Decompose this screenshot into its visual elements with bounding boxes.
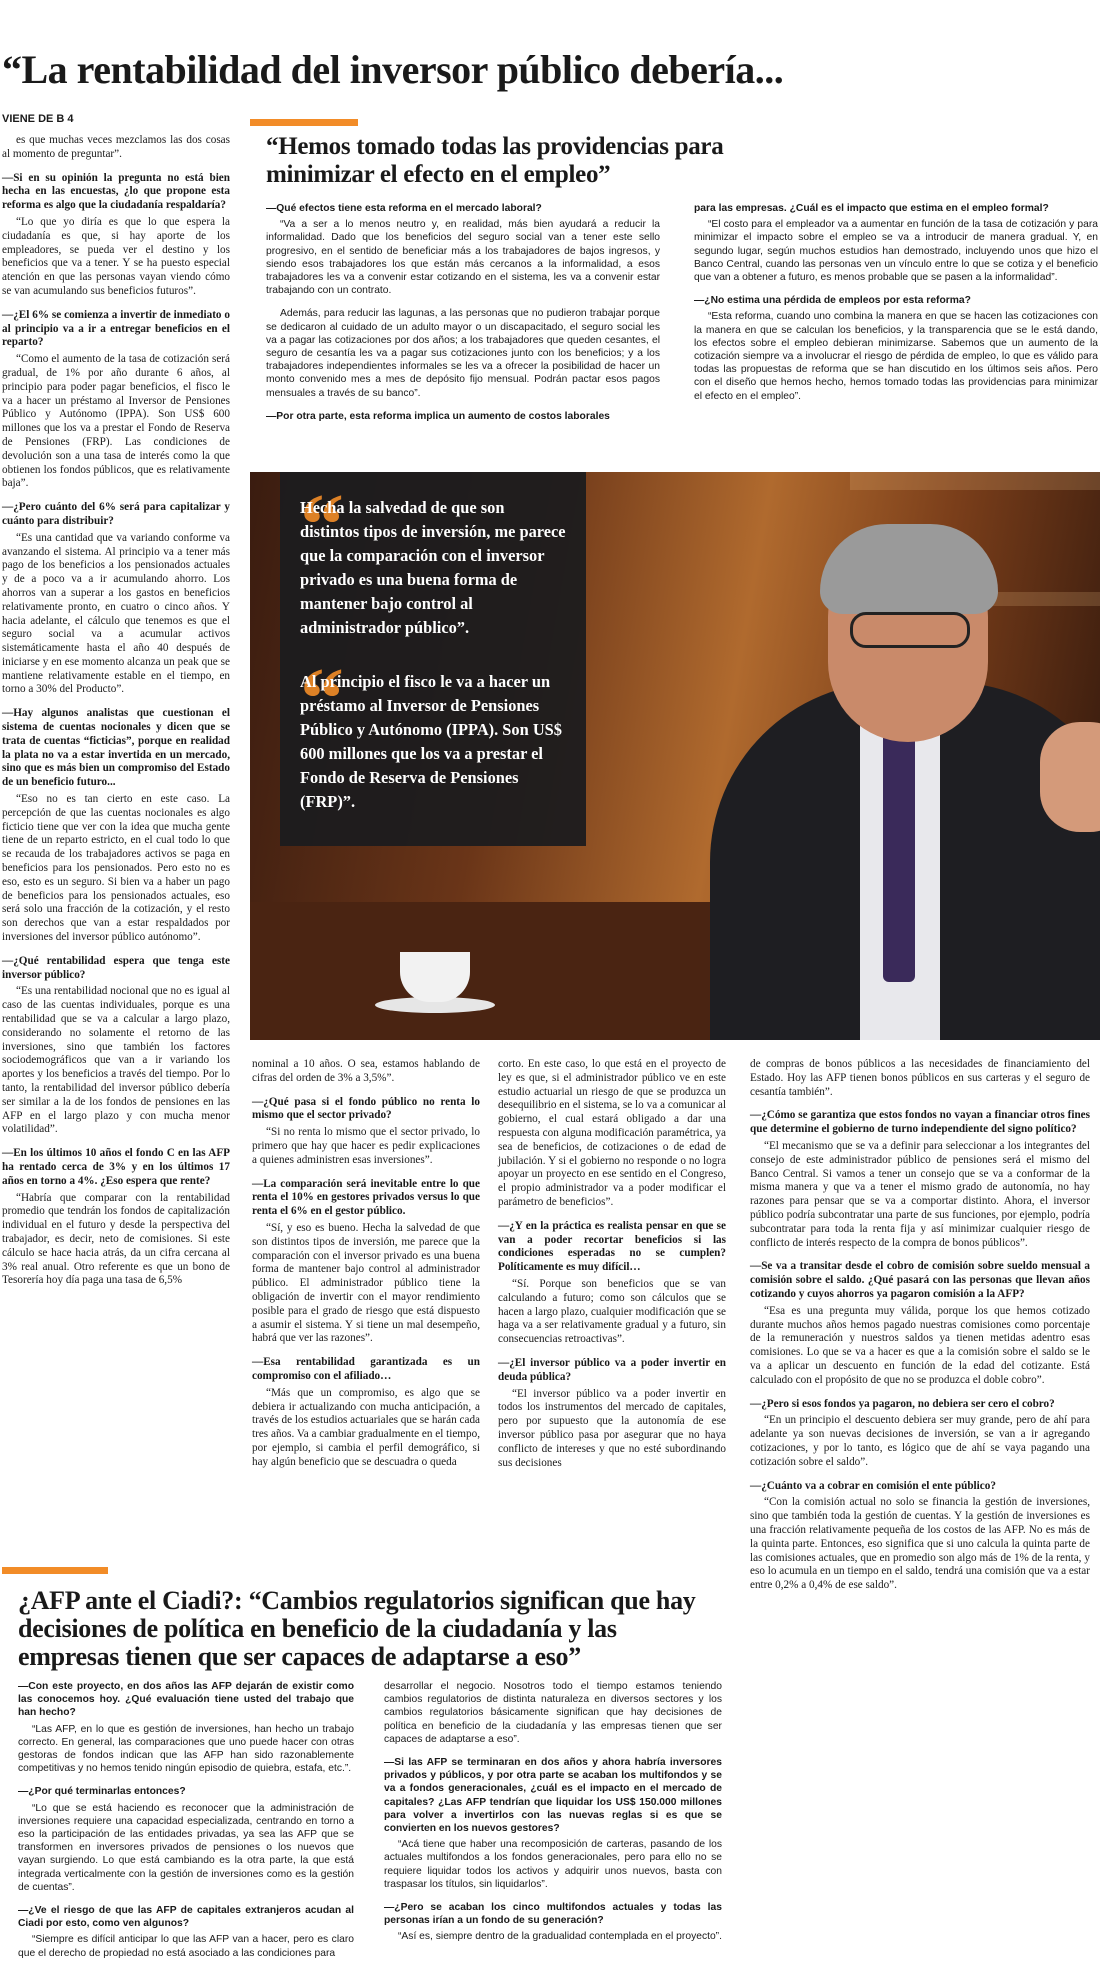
question-paragraph: —Esa rentabilidad garantizada es un compromiso con el afiliado… [252,1356,480,1382]
question-paragraph: —Hay algunos analistas que cuestionan el sistema de cuentas nocionales y dicen que se trata de cuentas “ficticias”, porque en realidad la plata no va a estar invertida en un mercado, sino que es más bien un compromiso del Estado de un beneficio futuro... [2,707,230,789]
answer-paragraph: “Es una cantidad que va variando conforme va avanzando el sistema. Al principio va a tener más pago de los beneficios a los pensionados actuales y de a poco va a ir acumulando ahorro. Los ahorros van a superar a los gastos en beneficios relativamente pronto, en cuatro o cinco años. Y hacia adelante, el cálculo que tenemos es que el seguro social va a acumular activos sistemáticamente hasta el año 40 después de iniciarse y en ese momento alcanza un peak que se mantiene relativamente estable en el tiempo, en torno a 30% del Producto”. [2,531,230,696]
answer-paragraph: “Así es, siempre dentro de la gradualidad contemplada en el proyecto”. [398,1931,722,1943]
answer-paragraph: nominal a 10 años. O sea, estamos hablando de cifras del orden de 3% a 3,5%”. [252,1058,480,1084]
answer-paragraph: “Acá tiene que haber una recomposición de carteras, pasando de los actuales multifondos a los fondos generacionales, pero para ello no se requiere liquidar todos los activos y adquirir unos nuevos, basta con traspasar los títulos, sin liquidarlos”. [384,1839,722,1890]
photo-subject-glasses [850,612,970,648]
question-paragraph: —¿Qué pasa si el fondo público no renta lo mismo que el sector privado? [252,1095,480,1122]
photo-subject-hand [1040,722,1100,832]
question-paragraph: —En los últimos 10 años el fondo C en las AFP ha rentado cerca de 3% y en los últimos 17 años en torno a 4%. ¿Eso espera que rente? [2,1147,230,1187]
photo-cup [400,952,470,1002]
answer-paragraph: “Las AFP, en lo que es gestión de inversiones, han hecho un trabajo correcto. En general, las comparaciones que uno puede hacer con otras gestoras de fondos indican que las AFP han sido razonablemente competitivas y no hemos tenido ningún episodio de quiebra, estafa, etc.”. [18,1723,354,1775]
question-paragraph: —¿El inversor público va a poder invertir en deuda pública? [498,1356,726,1383]
question-paragraph: —¿No estima una pérdida de empleos por esta reforma? [694,295,971,307]
pull-quote-1: “ Hecha la salvedad de que son distintos tipos de inversión, me parece que la comparación con el inversor privado es una buena forma de mantener bajo control al administrador público”. [300,477,566,637]
employment-heading: “Hemos tomado todas las providencias para minimizar el efecto en el empleo” [266,133,724,188]
question-paragraph: —¿El 6% se comienza a invertir de inmediato o al principio va a ir a entregar beneficios en el reparto? [2,308,230,349]
question-paragraph: —¿Qué rentabilidad espera que tenga este inversor público? [2,954,230,981]
answer-paragraph: “Con la comisión actual no solo se financia la gestión de inversiones, sino que también toda la gestión de cuentas. Y la gestión de inversiones es una fracción relativamente pequeña de los costos de las AFP. No es más de la quinta parte. Entonces, eso significa que si uno calcula la quinta parte de las comisiones actuales, que en promedio son algo más de 1% de la renta, y eso lo acumula en un tiempo en el saldo, tendrá una comisión que va a estar entre 0,2% a 0,4% de ese saldo”. [750,1496,1090,1592]
column-d [750,1058,1090,1978]
photo-subject-hair [820,524,998,614]
column-a [2,134,230,1564]
answer-paragraph: “Habría que comparar con la rentabilidad promedio que tendrán los fondos de capitalización individual en el futuro y desde la perspectiva del trabajador, es decir, neto de comisiones. Si este cálculo se hace hacia atrás, da un cifra cercana al 3% real anual. Otro referente es que un bono de Tesorería hoy día paga una tasa de 6,5% [2,1191,230,1287]
question-paragraph: —¿Pero cuánto del 6% será para capitalizar y cuánto para distribuir? [2,501,230,527]
question-paragraph: —¿Y en la práctica es realista pensar en que se van a poder recortar beneficios si las condiciones esperadas no se cumplen? Políticamente es muy difícil… [498,1219,726,1274]
photo-subject-tie [883,722,915,982]
question-paragraph: —¿Cuánto va a cobrar en comisión el ente público? [750,1479,996,1492]
quote-mark-icon: “ [300,651,344,748]
question-paragraph: —Por otra parte, esta reforma implica un aumento de costos laborales [266,410,610,422]
answer-paragraph: “Es una rentabilidad nocional que no es igual al caso de las cuentas individuales, porque es una rentabilidad que se va a calcular a largo plazo, considerando no solamente el retorno de las inversiones, sino que también los factores sociodemográficos que van a ir variando los aportes y los beneficios a través del tiempo. Por lo tanto, la rentabilidad del inversor público debería ser similar a la de los fondos de pensiones en las AFP en el largo plazo y con mucha menor volatilidad”. [2,985,230,1136]
ciadi-left-column [18,1680,354,1980]
question-paragraph: —¿Ve el riesgo de que las AFP de capitales extranjeros acudan al Ciadi por esto, como ven algunos? [18,1905,354,1930]
photo-table [250,902,710,1040]
continued-from-label: VIENE DE B 4 [2,113,74,125]
answer-paragraph: “Eso no es tan cierto en este caso. La percepción de que las cuentas nocionales es algo ficticio tiene que ver con la idea que mucha gente tiene de un reparto estricto, en el cual todo lo que se recauda de los trabajadores activos se paga en beneficios para los pensionados. Pero esto no es eso, esto es un seguro. Si bien va a haber un pago de beneficios para los pensionados actuales, eso será solo una fracción de la cotización, y el resto son derechos que van a estar respaldados por inversiones del inversor público autónomo”. [2,793,230,944]
employment-right-column [694,202,1098,452]
answer-paragraph: corto. En este caso, lo que está en el proyecto de ley es que, si el administrador público ve en este estudio actuarial un riesgo de que se produzca un desequilibrio en el sistema, se lo va a comunicar al gobierno, el cual estará obligado a dar una respuesta con alguna modificación paramétrica, ya sea de beneficios, de cotizaciones o de edad de jubilación. Y si el gobierno no responde o no logra apoyar un proyecto en ese sentido en el Congreso, el propio administrador va a poder modificar el parámetro de beneficios”. [498,1058,726,1208]
pull-quote-box [280,472,586,846]
question-paragraph: —Qué efectos tiene esta reforma en el mercado laboral? [266,203,542,214]
question-paragraph: —La comparación será inevitable entre lo que renta el 10% en gestores privados versus lo que renta el 6% en el gestor público. [252,1177,480,1218]
answer-paragraph: Además, para reducir las lagunas, a las personas que no pudieron trabajar porque se dedicaron al cuidado de un adulto mayor o un discapacitado, el seguro social les va a pagar las cotizaciones por dos años; a los trabajadores que queden cesantes, el seguro de cesantía les va a pagar sus cotizaciones junto con los beneficios; y a los trabajadores independientes informales se les va a ofrecer la posibilidad de hacer un monto convenido mes a mes de depósito fijo mensual. Podrán pactar esos pagos mensuales a través de su banco”. [266,308,660,399]
answer-paragraph: desarrollar el negocio. Nosotros todo el tiempo estamos teniendo cambios regulatorios de distinta naturaleza en diversos sectores y los cambios regulatorios básicamente significan que hay decisiones de política en beneficio de la ciudadanía y las empresas tienen que ser capaces de adaptarse a eso”. [384,1681,722,1745]
answer-paragraph: “Esta reforma, cuando uno combina la manera en que se hacen las cotizaciones con la manera en que se calculan los beneficios, y la transparencia que se le está dando, los efectos sobre el empleo debieran minimizarse. Sabemos que un aumento de la cotización siempre va a involucrar el riesgo de pérdida de empleo, lo que es válido para todas las propuestas de reforma que se han discutido en los últimos seis años. Pero con el diseño que hemos hecho, hemos tomado todas las providencias para minimizar el efecto en el empleo”. [694,311,1098,402]
question-paragraph: —Si en su opinión la pregunta no está bien hecha en las encuestas, ¿lo que propone esta reforma es algo que la ciudadanía respaldaría? [2,171,230,212]
answer-paragraph: “Si no renta lo mismo que el sector privado, lo primero que hay que hacer es pedir explicaciones a quienes administren esas inversiones”. [252,1126,480,1166]
column-b [252,1058,480,1578]
answer-paragraph: “El mecanismo que se va a definir para seleccionar a los integrantes del consejo de este administrador público de pensiones será el mismo del Banco Central. Si vamos a tener un consejo que se va a conformar de la misma manera y que va a tener el mismo grado de autonomía, no hay razones para pensar que se va a comportar distinto. Ahora, el inversor público podría subcontratar una parte de sus funciones, por ejemplo, podría subcontratar para toda la renta fija y así minimizar cualquier riesgo de conflicto de interés respecto de la compra de bonos públicos”. [750,1139,1090,1249]
question-paragraph: —Con este proyecto, en dos años las AFP dejarán de existir como las conocemos hoy. ¿Qué evaluación tiene usted del trabajo que han hecho? [18,1681,354,1719]
page-title: “La rentabilidad del inversor público debería... [2,47,784,92]
question-paragraph: —¿Pero se acaban los cinco multifondos actuales y todas las personas irían a un fondo de su generación? [384,1902,722,1927]
ciadi-right-column [384,1680,722,1980]
quote-mark-icon: “ [300,477,344,574]
answer-paragraph: es que muchas veces mezclamos las dos cosas al momento de preguntar”. [2,134,230,160]
answer-paragraph: “Como el aumento de la tasa de cotización será gradual, de 1% por año durante 6 años, al principio para poder pagar beneficios, el fisco le va a hacer un préstamo al Inversor de Pensiones Público y Autónomo (IPPA). Son US$ 600 millones que los va a prestar el Fondo de Reserva de Pensiones (FRP). Las condiciones de devolución son a una tasa de interés como la que obtienen los fondos públicos, que es relativamente baja”. [2,353,230,490]
answer-paragraph: “Lo que yo diría es que lo que espera la ciudadanía es que, si hay aporte de los empleadores, se pueda ver el destino y los beneficios que va a tener. Y se ha puesto especial atención en que las personas vayan viendo cómo se van acumulando sus beneficios futuros”. [2,215,230,297]
answer-paragraph: “Siempre es difícil anticipar lo que las AFP van a hacer, pero es claro que el derecho de propiedad no está asociado a las condiciones para [18,1934,354,1959]
answer-paragraph: “Sí. Porque son beneficios que se van calculando a futuro; como son cálculos que se hacen a largo plazo, cualquier modificación que se haga va a ser relativamente gradual y a futuro, sin consecuencias retroactivas”. [498,1277,726,1346]
accent-bar-ciadi [2,1567,108,1574]
question-paragraph: —¿Por qué terminarlas entonces? [18,1786,186,1798]
answer-paragraph: “En un principio el descuento debiera ser muy grande, pero de ahí para adelante ya son nuevas decisiones de inversión, se van a ir agregando cotizaciones, y por lo tanto, es lógico que de ahí se vaya pagando una cotización sobre el saldo”. [750,1414,1090,1468]
answer-paragraph: “Va a ser a lo menos neutro y, en realidad, más bien ayudará a reducir la informalidad. Dado que los beneficios del seguro social van a tener este sello progresivo, en el sentido de beneficiar más a los trabajadores de bajos ingresos, y siendo esos trabajadores los que están más cercanos a la informalidad, a esos trabajadores les va a convenir estar cotizando en el sistema, les va a convenir estar trabajando con un contrato. [266,219,660,297]
answer-paragraph: “Lo que se está haciendo es reconocer que la administración de inversiones requiere una capacidad especializada, centrando en torno a eso la participación de las entidades privadas, ya sea las AFP que se transformen en inversores privados de pensiones o los nuevos que vayan surgiendo. Lo que está cambiando es la otra parte, la que está integrada verticalmente con la gestión de inversiones como es la gestión de cuentas”. [18,1802,354,1893]
question-paragraph: —¿Cómo se garantiza que estos fondos no vayan a financiar otros fines que determine el gobierno de turno independiente del signo político? [750,1109,1090,1136]
question-paragraph: para las empresas. ¿Cuál es el impacto que estima en el empleo formal? [694,203,1049,214]
answer-paragraph: “El inversor público va a poder invertir en todos los instrumentos del mercado de capitales, pero por supuesto que la autonomía de ese inversor público pasa por asegurar que no haya conflicto de intereses y que no esté subordinando sus decisiones [498,1387,726,1469]
employment-left-column [266,202,660,452]
pull-quote-2: “ Al principio el fisco le va a hacer un préstamo al Inversor de Pensiones Público y Autónomo (IPPA). Son US$ 600 millones que los va a prestar el Fondo de Reserva de Pensiones (FRP)”. [300,651,562,811]
answer-paragraph: “Sí, y eso es bueno. Hecha la salvedad de que son distintos tipos de inversión, me parece que la comparación con el inversor privado es una buena forma de mantener bajo control al administrador público. El administrador público tiene la obligación de invertir con el mayor rendimiento posible para el grado de riesgo que está dispuesto a asumir el sistema. Y si tiene un mal desempeño, habrá que ver las razones”. [252,1221,480,1345]
answer-paragraph: de compras de bonos públicos a las necesidades de financiamiento del Estado. Hoy las AFP tienen bonos públicos en sus carteras y el seguro de cesantía también”. [750,1058,1090,1098]
answer-paragraph: “Esa es una pregunta muy válida, porque los que hemos cotizado durante muchos años hemos pagado nuestras comisiones como porcentaje de la remuneración y nuestros saldos ya tienen metidas adentro esas comisiones. Lo que se va a hacer es que a la comisión sobre el saldo se le va a aplicar un descuento en función de la edad del cotizante. Está calculado con el propósito de que no se produzca el doble cobro”. [750,1304,1090,1386]
question-paragraph: —Si las AFP se terminaran en dos años y ahora habría inversores privados y públicos, y por otra parte se acaban los multifondos y se va a fondos generacionales, ¿cuál es el impacto en el mercado de capitales? ¿Las AFP tendrían que liquidar los US$ 150.000 millones para volver a invertirlos con las nuevas reglas si es que se convierten en los nuevos gestores? [384,1757,722,1835]
ciadi-heading: ¿AFP ante el Ciadi?: “Cambios regulatorios significan que hay decisiones de política en beneficio de la ciudadanía y las empresas tienen que ser capaces de adaptarse a eso” [18,1586,696,1671]
question-paragraph: —¿Pero si esos fondos ya pagaron, no debiera ser cero el cobro? [750,1397,1055,1410]
answer-paragraph: “Más que un compromiso, es algo que se debiera ir actualizando con mucha anticipación, a través de los estudios actuariales que se harán cada tres años. Va a cambiar gradualmente en el tiempo, por ejemplo, si cambia el perfil demográfico, si hay algún beneficio que se descuadra o queda [252,1386,481,1468]
column-c [498,1058,726,1578]
answer-paragraph: “El costo para el empleador va a aumentar en función de la tasa de cotización y para minimizar el impacto sobre el empleo se va a introducir de manera gradual. Y, en segundo lugar, según muchos estudios han demostrado, incluyendo unos que hizo el Banco Central, cuando las personas ven un vínculo entre lo que se cotiza y el beneficio que van a obtener a futuro, es menos probable que se pasen a la informalidad”. [694,219,1098,284]
accent-bar-employment [250,119,358,126]
question-paragraph: —Se va a transitar desde el cobro de comisión sobre sueldo mensual a comisión sobre el saldo. ¿Qué pasará con las personas que llevan años cotizando y cuyos ahorros ya pagaron comisión a la AFP? [750,1260,1090,1300]
photo-bookshelf [850,472,1100,490]
